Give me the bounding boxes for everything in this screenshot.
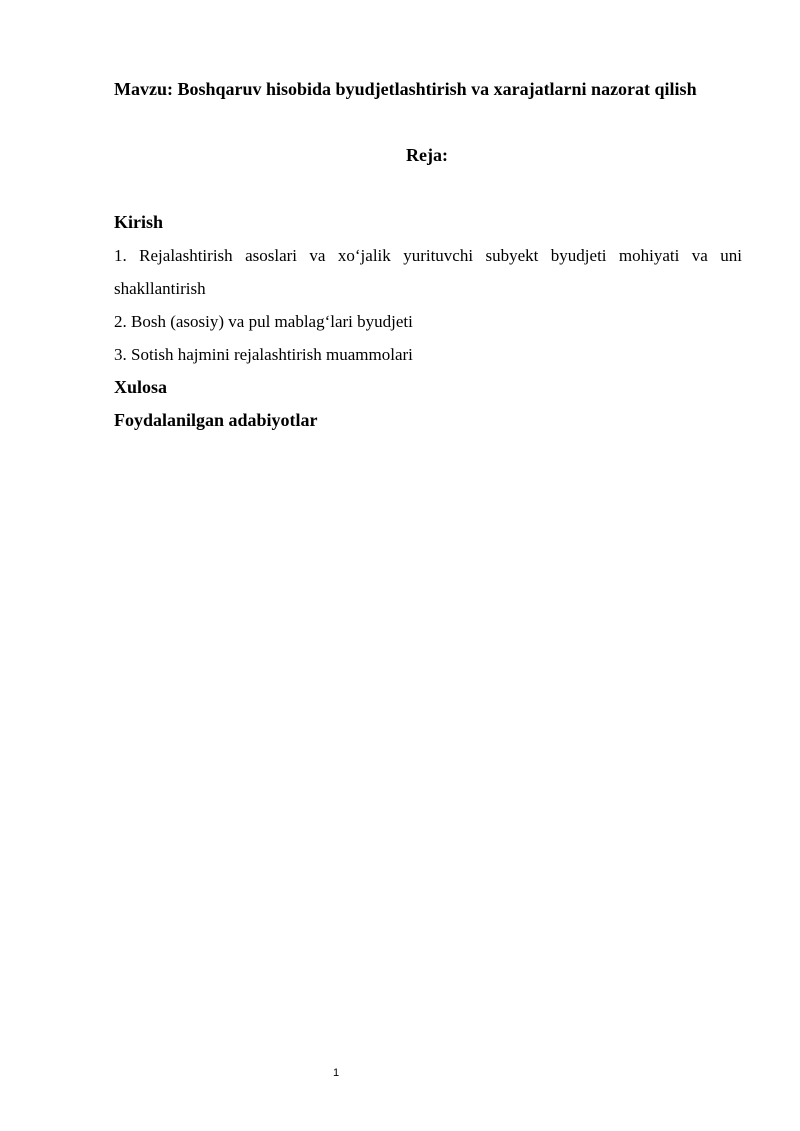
table-of-contents (114, 206, 742, 437)
toc-intro: Kirish (114, 212, 164, 232)
toc-conclusion: Xulosa (114, 377, 168, 397)
toc-item-3: 3. Sotish hajmini rejalashtirish muammolari (114, 345, 413, 364)
toc-item-1-line-2: shakllantirish (114, 279, 206, 298)
document-topic: Mavzu: Boshqaruv hisobida byudjetlashtirish va xarajatlarni nazorat qilish (114, 79, 697, 99)
page-number: 1 (332, 1067, 340, 1079)
toc-references: Foydalanilgan adabiyotlar (114, 410, 318, 430)
toc-item-1-line-1: 1. Rejalashtirish asoslari va xo‘jalik yurituvchi subyekt byudjeti mohiyati va uni (114, 246, 742, 265)
toc-item-2: 2. Bosh (asosiy) va pul mablag‘lari byudjeti (114, 312, 413, 331)
plan-heading: Reja: (406, 145, 448, 165)
